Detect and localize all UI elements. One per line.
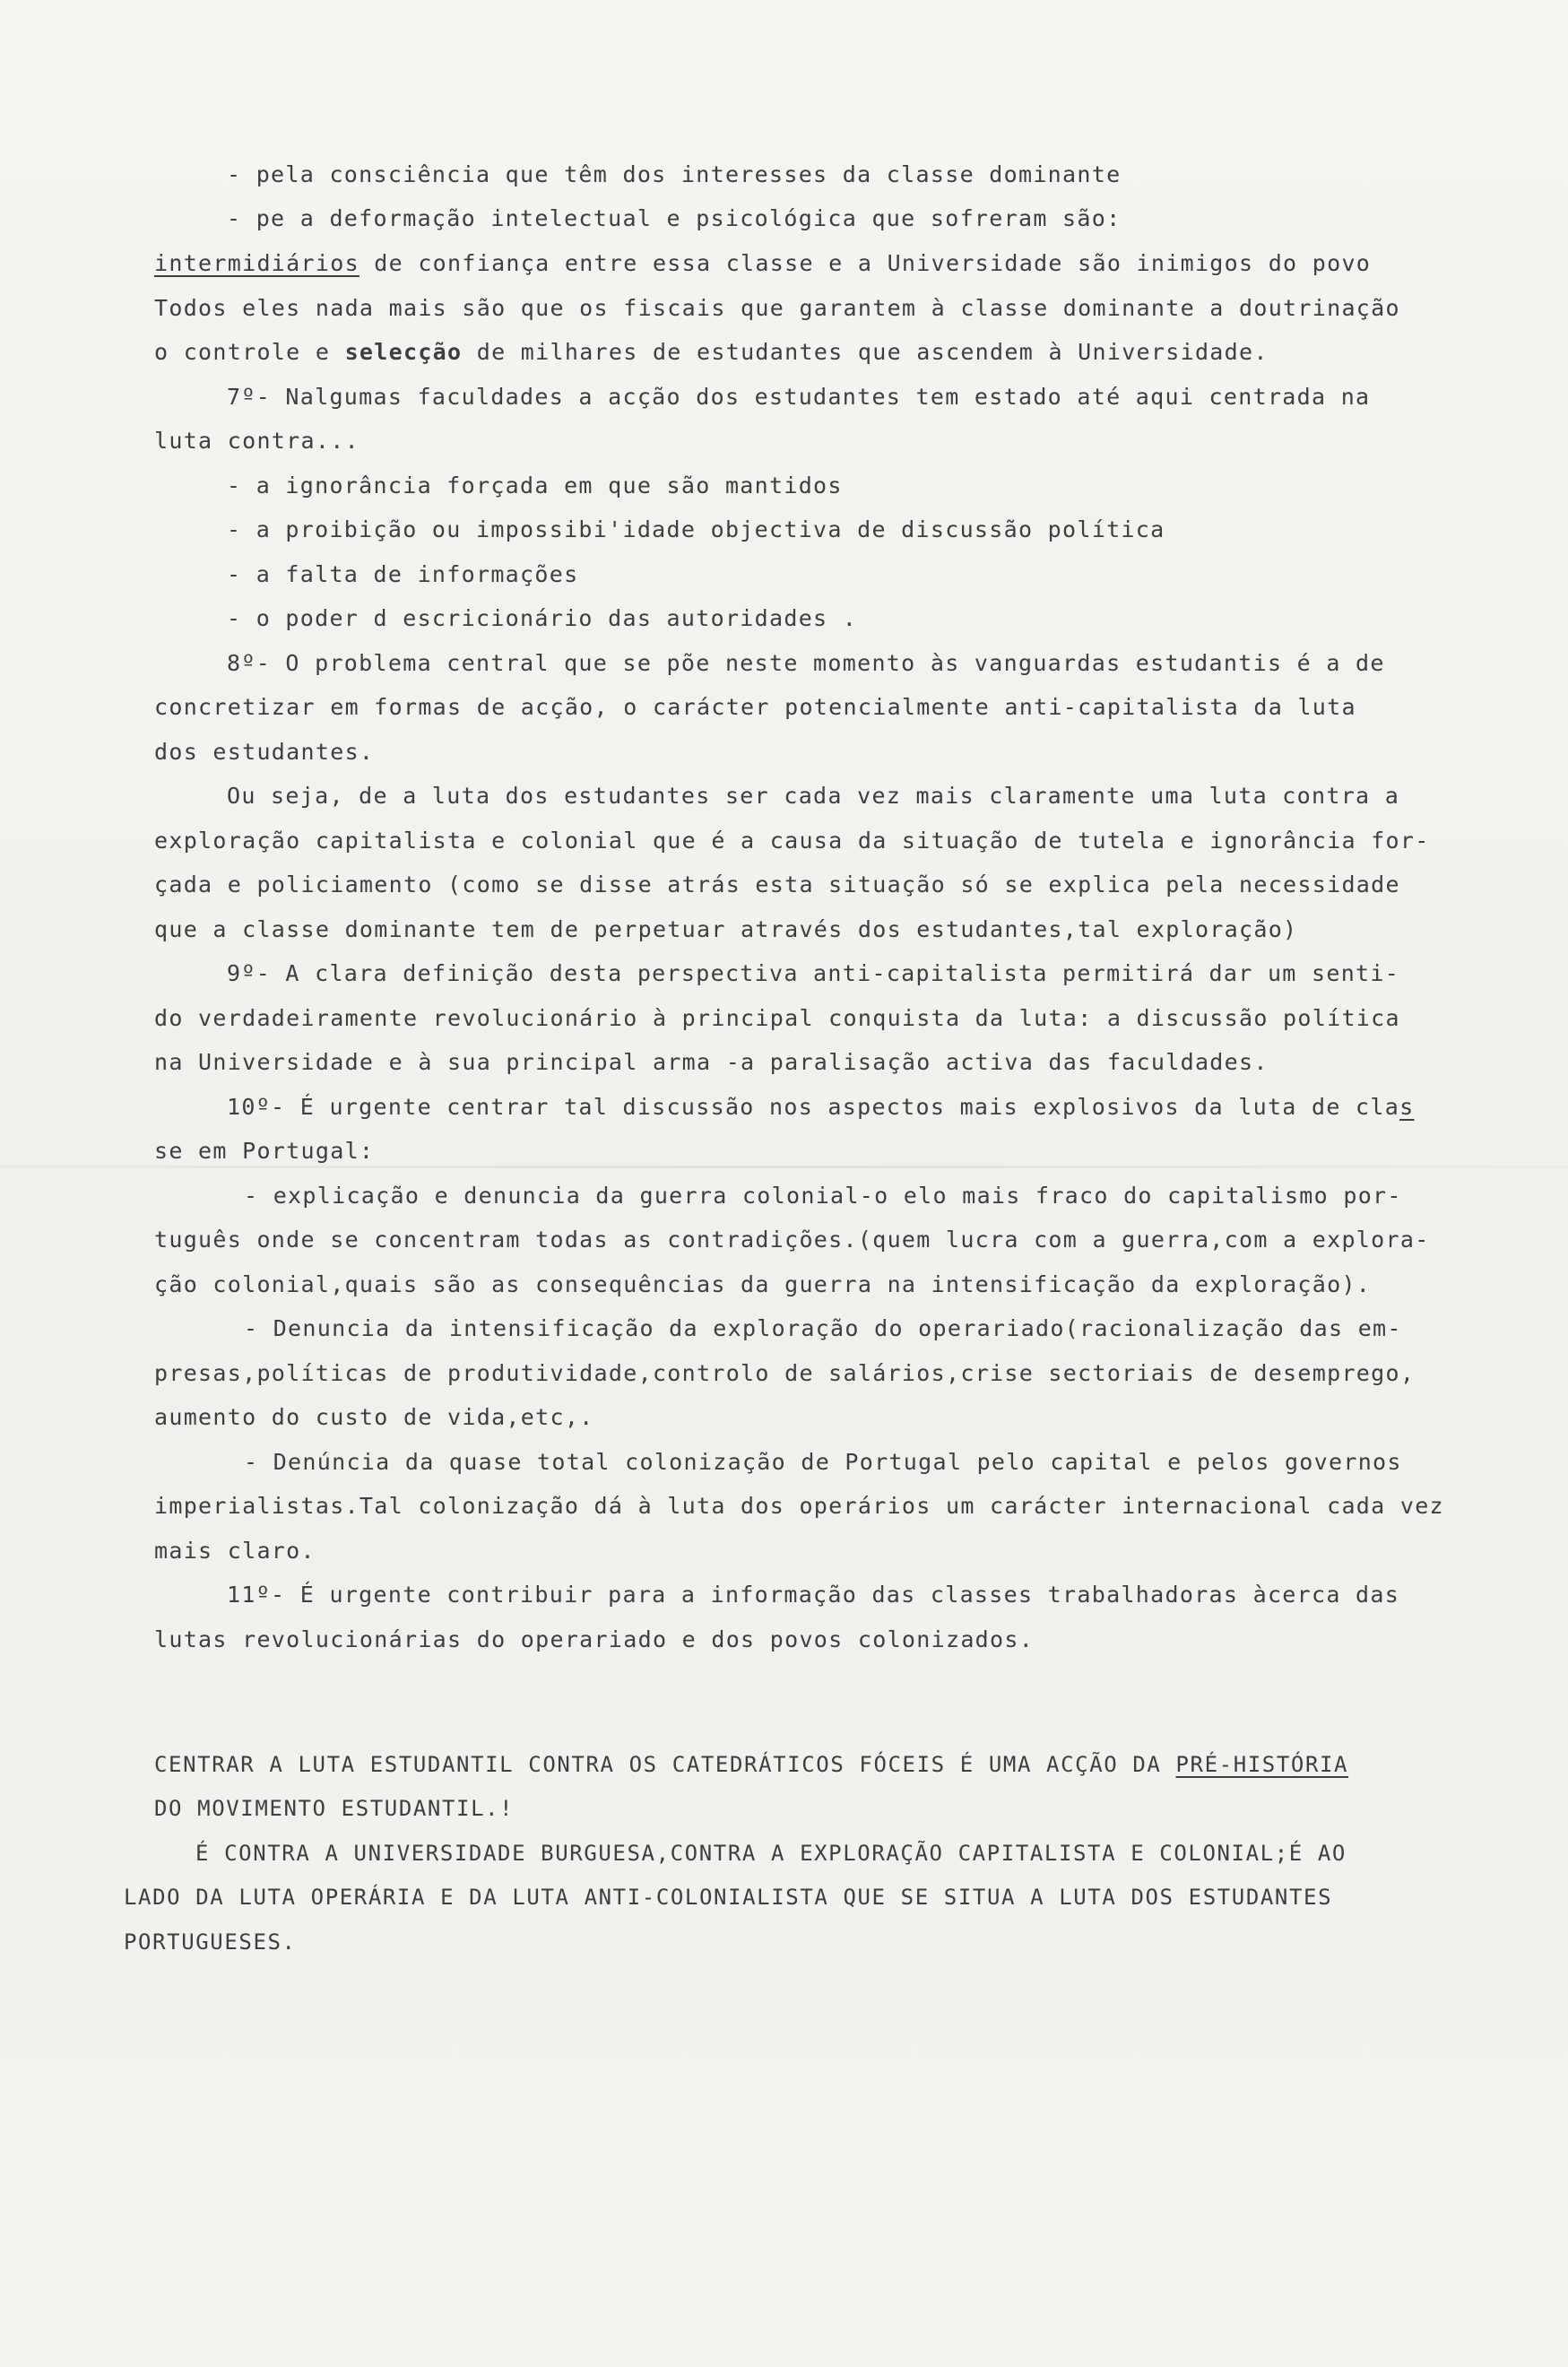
paper-fold [0, 1166, 1568, 1168]
text-line: aumento do custo de vida,etc,. [154, 1404, 594, 1430]
text-line: exploração capitalista e colonial que é a causa da situação de tutela e ignorância for- [154, 828, 1430, 854]
text-line [154, 339, 1269, 366]
text-line: 9º- A clara definição desta perspectiva anti-capitalista permitirá dar um senti- [227, 960, 1400, 986]
text-line: 8º- O problema central que se põe neste momento às vanguardas estudantis é a de [227, 650, 1385, 676]
text-span: 10º- É urgente centrar tal discussão nos aspectos mais explosivos da luta de cla [227, 1094, 1400, 1120]
text-span: de confiança entre essa classe e a Universidade são inimigos do povo [359, 250, 1372, 276]
text-line: - Denuncia da intensificação da exploração do operariado(racionalização das em- [244, 1315, 1402, 1341]
text-line: mais claro. [154, 1538, 316, 1564]
text-line [154, 250, 1371, 277]
bold-word: selecção [344, 339, 463, 365]
text-line: tuguês onde se concentram todas as contradições.(quem lucra com a guerra,com a explora- [154, 1227, 1430, 1253]
text-line: imperialistas.Tal colonização dá à luta dos operários um carácter internacional cada vez [154, 1493, 1444, 1519]
text-line: do verdadeiramente revolucionário à principal conquista da luta: a discussão política [154, 1005, 1400, 1031]
text-span: CENTRAR A LUTA ESTUDANTIL CONTRA OS CATEDRÁTICOS FÓCEIS É UMA ACÇÃO DA [154, 1752, 1176, 1777]
text-line: Todos eles nada mais são que os fiscais que garantem à classe dominante a doutrinação [154, 295, 1400, 321]
closing-line [154, 1751, 1348, 1778]
text-line: - a falta de informações [227, 561, 579, 587]
text-line: - pe a deformação intelectual e psicológica que sofreram são: [227, 205, 1122, 231]
text-line: que a classe dominante tem de perpetuar através dos estudantes,tal exploração) [154, 916, 1298, 942]
text-line: luta contra... [154, 428, 360, 454]
text-line: presas,políticas de produtividade,controlo de salários,crise sectoriais de desemprego, [154, 1360, 1416, 1386]
closing-line: LADO DA LUTA OPERÁRIA E DA LUTA ANTI-COLONIALISTA QUE SE SITUA A LUTA DOS ESTUDANTES [124, 1885, 1333, 1910]
text-span: de milhares de estudantes que ascendem à Universidade. [462, 339, 1269, 365]
text-line: ção colonial,quais são as consequências da guerra na intensificação da exploração). [154, 1271, 1372, 1297]
text-line: - explicação e denuncia da guerra colonial-o elo mais fraco do capitalismo por- [244, 1183, 1402, 1209]
text-line: - a ignorância forçada em que são mantidos [227, 473, 843, 499]
text-line: Ou seja, de a luta dos estudantes ser cada vez mais claramente uma luta contra a [227, 783, 1400, 809]
closing-line: DO MOVIMENTO ESTUDANTIL.! [154, 1796, 515, 1821]
underlined-word: intermidiários [154, 250, 360, 276]
text-line: concretizar em formas de acção, o carácter potencialmente anti-capitalista da luta [154, 694, 1356, 720]
text-line: - o poder d escricionário das autoridades . [227, 605, 858, 631]
text-line: - Denúncia da quase total colonização de Portugal pelo capital e pelos governos [244, 1449, 1402, 1475]
text-line: 11º- É urgente contribuir para a informação das classes trabalhadoras àcerca das [227, 1582, 1400, 1608]
underlined-letter: s [1399, 1094, 1415, 1120]
closing-line: PORTUGUESES. [124, 1929, 297, 1955]
text-line: lutas revolucionárias do operariado e dos povos colonizados. [154, 1626, 1035, 1652]
closing-line: É CONTRA A UNIVERSIDADE BURGUESA,CONTRA A EXPLORAÇÃO CAPITALISTA E COLONIAL;É AO [195, 1841, 1347, 1866]
underlined-word: PRÉ-HISTÓRIA [1175, 1752, 1349, 1777]
text-line: - a proibição ou impossibi'idade objectiva de discussão política [227, 516, 1165, 542]
text-line [227, 1094, 1414, 1121]
text-line: dos estudantes. [154, 739, 375, 765]
text-line: - pela consciência que têm dos interesses da classe dominante [227, 161, 1122, 187]
text-span: o controle e [154, 339, 345, 365]
text-line: 7º- Nalgumas faculdades a acção dos estudantes tem estado até aqui centrada na [227, 384, 1371, 410]
text-line: se em Portugal: [154, 1138, 375, 1164]
text-line: çada e policiamento (como se disse atrás esta situação só se explica pela necessidade [154, 871, 1400, 897]
text-line: na Universidade e à sua principal arma -a paralisação activa das faculdades. [154, 1049, 1269, 1075]
